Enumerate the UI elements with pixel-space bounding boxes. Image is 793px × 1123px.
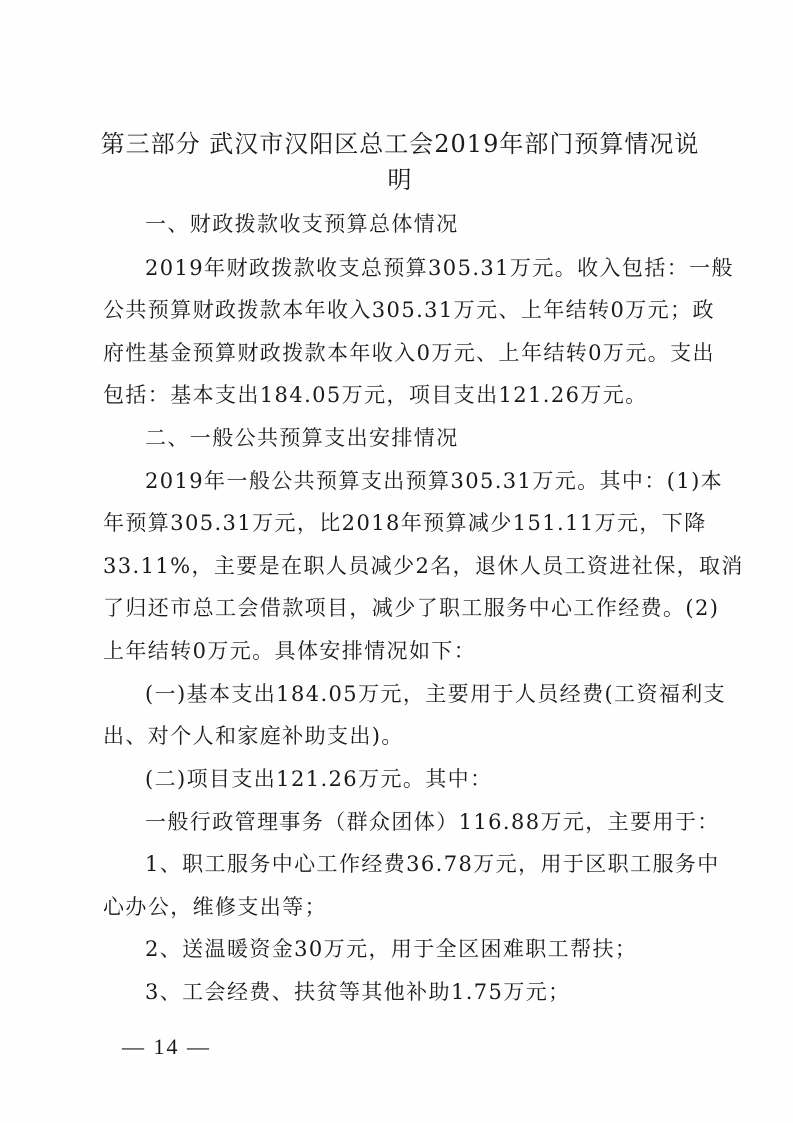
paragraph-line: 了归还市总工会借款项目，减少了职工服务中心工作经费。(2) [103,596,720,620]
paragraph-line: 心办公，维修支出等； [103,895,327,919]
paragraph-line: 33.11%，主要是在职人员减少2名，退休人员工资进社保，取消 [103,554,744,578]
paragraph-line: 3、工会经费、扶贫等其他补助1.75万元； [145,980,571,1004]
paragraph-line: 1、职工服务中心工作经费36.78万元，用于区职工服务中 [145,852,720,876]
title-line-1: 第三部分 武汉市汉阳区总工会2019年部门预算情况说 [100,130,700,158]
paragraph-line: 一般行政管理事务（群众团体）116.88万元，主要用于： [145,810,720,834]
paragraph-line: 2、送温暖资金30万元，用于全区困难职工帮扶； [145,937,638,961]
paragraph-line: 年预算305.31万元，比2018年预算减少151.11万元，下降 [103,511,707,535]
paragraph-line: 2019年一般公共预算支出预算305.31万元。其中：(1)本 [145,469,724,493]
paragraph-line: 出、对个人和家庭补助支出)。 [103,724,404,748]
page-number: — 14 — [122,1034,211,1059]
section-heading-1: 一、财政拨款收支预算总体情况 [145,212,459,236]
paragraph-line: 包括：基本支出184.05万元，项目支出121.26万元。 [103,383,648,407]
paragraph-line: (二)项目支出121.26万元。其中： [145,767,493,791]
paragraph-line: (一)基本支出184.05万元，主要用于人员经费(工资福利支 [145,682,727,706]
section-heading-2: 二、一般公共预算支出安排情况 [145,426,459,450]
title-line-2: 明 [387,166,413,194]
paragraph-line: 府性基金预算财政拨款本年收入0万元、上年结转0万元。支出 [103,341,715,365]
paragraph-line: 上年结转0万元。具体安排情况如下： [103,639,477,663]
document-title [100,126,700,198]
paragraph-line: 公共预算财政拨款本年收入305.31万元、上年结转0万元；政 [103,298,715,322]
paragraph-line: 2019年财政拨款收支总预算305.31万元。收入包括：一般 [145,256,734,280]
